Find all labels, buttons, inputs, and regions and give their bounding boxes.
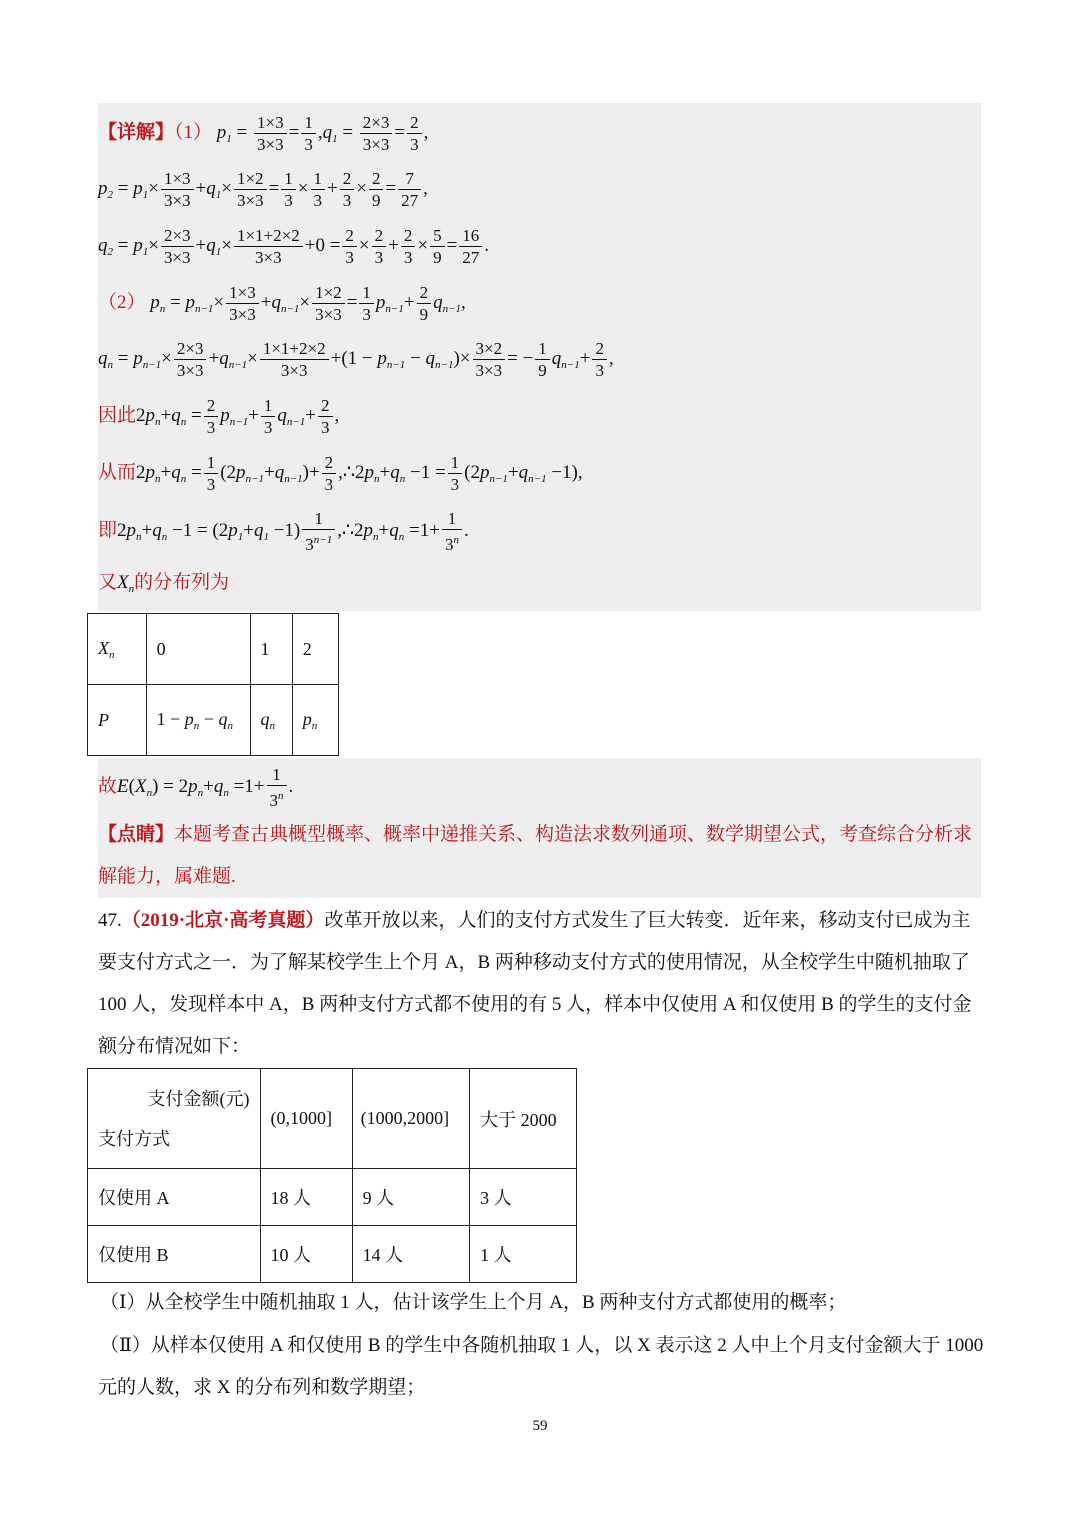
problem-number: 47. <box>98 910 122 931</box>
payment-table <box>87 1068 577 1283</box>
congershi-text: 从而 <box>98 461 137 483</box>
ji-text: 即 <box>98 519 118 541</box>
yinci-text: 因此 <box>98 404 137 426</box>
formula-expectation: 故$E(X_n) = 2p_n+q_n =1+$ $\frac{1}{3^n}$ . <box>98 765 294 810</box>
formula-p2: $p_2 = p_1\times$ $\frac{1\times 3}{3\times 3}$ $+q_1\times$ $\frac{1\times 2}{3\times 3}$ = $\frac{1}{3}$ × $\frac{1}{3}$ + $\frac{2}{3}$ × $\frac{2}{9}$ = $\frac{7}{27}$ , <box>98 169 428 210</box>
page-number: 59 <box>532 1418 548 1434</box>
problem-47-line1: 47.（2019·北京·高考真题）改革开放以来，人们的支付方式发生了巨大转变．近年来，移动支付已成为主 <box>98 910 971 931</box>
dist-intro: 又$X_n$的分布列为 <box>98 572 230 595</box>
formula-ji: 即$2p_n+q_n -1 = (2p_1+q_1 -1)$ $\frac{1}{3^{n-1}}$ $,\therefore 2p_n+q_n =1+$ $\frac{1}{3^n}$ . <box>98 509 469 554</box>
dianjing-tag: 【点睛】 <box>98 824 175 845</box>
formula-pn: （2） $p_n = p_{n-1}\times$ $\frac{1\times 3}{3\times 3}$ $+q_{n-1}\times$ $\frac{1\times 2}{3\times 3}$ = $\frac{1}{3}$ $p_{n-1}+$ $\frac{2}{9}$ $q_{n-1}$, <box>98 283 466 324</box>
part1-label: （1） <box>174 121 213 143</box>
dianjing-line2: 解能力，属难题. <box>98 866 236 887</box>
table-row: $X_n$ 0 1 2 <box>88 614 339 685</box>
problem-source: （2019·北京·高考真题） <box>121 910 325 931</box>
table-row: 仅使用 B 10 人 14 人 1 人 <box>88 1226 577 1283</box>
problem-47-line3: 100 人，发现样本中 A，B 两种支付方式都不使用的有 5 人，样本中仅使用 A 和仅使用 B 的学生的支付金 <box>98 994 972 1015</box>
dianjing-line1: 【点睛】本题考查古典概型概率、概率中递推关系、构造法求数列通项、数学期望公式，考查综合分析求 <box>98 824 973 845</box>
table-row: 支付金额(元) 支付方式 (0,1000] (1000,2000] 大于 2000 <box>88 1069 577 1169</box>
formula-yinci: 因此$2p_n+q_n$ = $\frac{2}{3}$ $p_{n-1}+$ $\frac{1}{3}$ $q_{n-1}+$ $\frac{2}{3}$ , <box>98 396 340 437</box>
distribution-table <box>87 613 339 756</box>
problem-47-line4: 额分布情况如下： <box>98 1036 251 1057</box>
table-row: 仅使用 A 18 人 9 人 3 人 <box>88 1169 577 1226</box>
solution-tag: 【详解】 <box>98 121 175 143</box>
gu-text: 故 <box>98 775 118 797</box>
formula-q2: $q_2 = p_1\times$ $\frac{2\times 3}{3\times 3}$ $+q_1\times$ $\frac{1\times 1+2\times 2}{3\times 3}$ +0 = $\frac{2}{3}$ × $\frac{2}{3}$ + $\frac{2}{3}$ × $\frac{5}{9}$ = $\frac{16}{27}$ . <box>98 226 490 267</box>
table-row: P $1 - p_n - q_n$ $q_n$ $p_n$ <box>88 685 339 756</box>
question-1: （Ⅰ）从全校学生中随机抽取 1 人，估计该学生上个月 A，B 两种支付方式都使用的概率； <box>100 1292 847 1313</box>
formula-qn: $q_n = p_{n-1}\times$ $\frac{2\times 3}{3\times 3}$ $+q_{n-1}\times$ $\frac{1\times 1+2\times 2}{3\times 3}$ $+(1 - p_{n-1} - q_{n-1})\times$ $\frac{3\times 2}{3\times 3}$ = − $\frac{1}{9}$ $q_{n-1}+$ $\frac{2}{3}$ , <box>98 339 614 380</box>
problem-47-line2: 要支付方式之一．为了解某校学生上个月 A，B 两种移动支付方式的使用情况，从全校学生中随机抽取了 <box>98 952 970 973</box>
part2-label: （2） <box>98 291 146 313</box>
formula-p1-q1: 【详解】（1） $p_1$ = $\frac{1\times 3}{3\times 3}$ = $\frac{1}{3}$ $,q_1$ = $\frac{2\times 3}{3\times 3}$ = $\frac{2}{3}$ , <box>98 113 429 154</box>
formula-congershi: 从而$2p_n+q_n$ = $\frac{1}{3}$ $(2p_{n-1}+q_{n-1})+$ $\frac{2}{3}$ $,\therefore 2p_n+q_n -1$ = $\frac{1}{3}$ $(2p_{n-1}+q_{n-1} -1)$, <box>98 453 583 494</box>
question-2-line1: （Ⅱ）从样本仅使用 A 和仅使用 B 的学生中各随机抽取 1 人，以 X 表示这 2 人中上个月支付金额大于 1000 <box>100 1335 984 1356</box>
question-2-line2: 元的人数，求 X 的分布列和数学期望； <box>98 1377 426 1398</box>
